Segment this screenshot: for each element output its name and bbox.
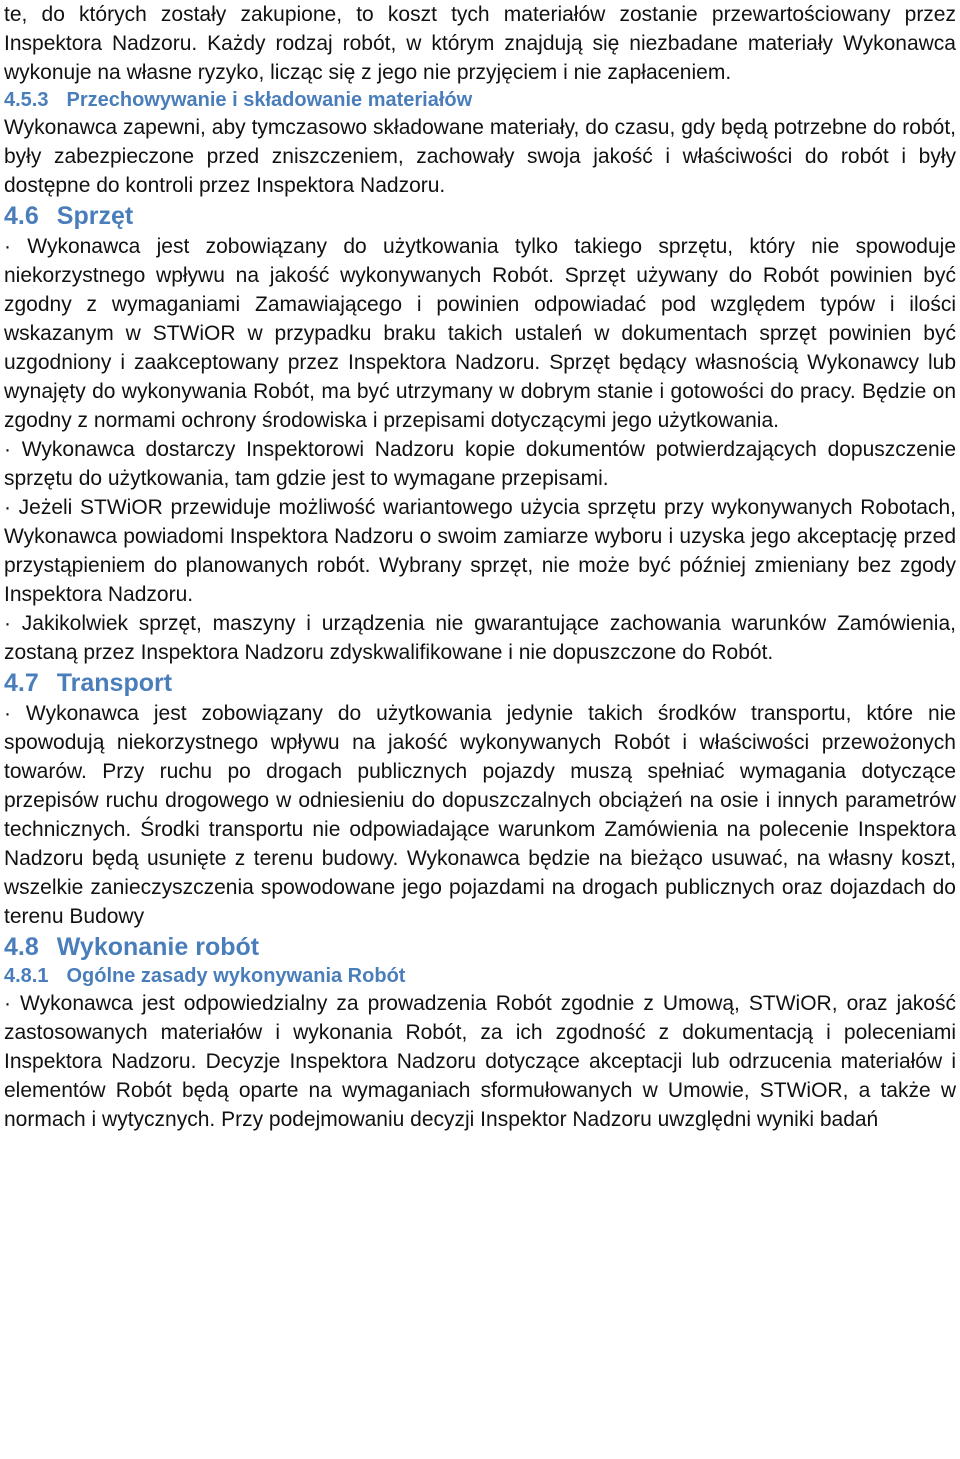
heading-title: Wykonanie robót (56, 933, 260, 961)
paragraph-equipment-3: · Jeżeli STWiOR przewiduje możliwość wariantowego użycia sprzętu przy wykonywanych Robotach, Wykonawca powiadomi Inspektora Nadzoru o swoim zamiarze wyboru i uzyska jego akceptację przed przystąpieniem do planowanych robót. Wybrany sprzęt, nie może być później zmieniany bez zgody Inspektora Nadzoru. (4, 496, 956, 606)
heading-number: 4.6 (4, 202, 39, 230)
paragraph-equipment-2: · Wykonawca dostarczy Inspektorowi Nadzoru kopie dokumentów potwierdzających dopuszczenie sprzętu do użytkowania, tam gdzie jest to wymagane przepisami. (4, 438, 956, 490)
heading-number: 4.8.1 (4, 965, 49, 987)
heading-4-7 (4, 667, 956, 699)
heading-4-6 (4, 200, 956, 232)
paragraph-equipment-4: · Jakikolwiek sprzęt, maszyny i urządzenia nie gwarantujące zachowania warunków Zamówienia, zostaną przez Inspektora Nadzoru zdyskwalifikowane i nie dopuszczone do Robót. (4, 612, 956, 664)
heading-4-8-1 (4, 963, 956, 989)
heading-title: Transport (56, 669, 173, 697)
paragraph-storage: Wykonawca zapewni, aby tymczasowo składowane materiały, do czasu, gdy będą potrzebne do robót, były zabezpieczone przed zniszczeniem, zachowały swoja jakość i właściwości do robót i były dostępne do kontroli przez Inspektora Nadzoru. (4, 116, 956, 197)
heading-number: 4.8 (4, 933, 39, 961)
heading-title: Ogólne zasady wykonywania Robót (66, 965, 406, 987)
heading-number: 4.7 (4, 669, 39, 697)
paragraph-equipment-1: · Wykonawca jest zobowiązany do użytkowania tylko takiego sprzętu, który nie spowoduje niekorzystnego wpływu na jakość wykonywanych Robót. Sprzęt używany do Robót powinien być zgodny z wymaganiami Zamawiającego i powinien odpowiadać pod względem typów i ilości wskazanym w STWiOR w przypadku braku takich ustaleń w dokumentach sprzęt powinien być uzgodniony i zaakceptowany przez Inspektora Nadzoru. Sprzęt będący własnością Wykonawcy lub wynajęty do wykonywania Robót, ma być utrzymany w dobrym stanie i gotowości do pracy. Będzie on zgodny z normami ochrony środowiska i przepisami dotyczącymi jego użytkowania. (4, 235, 956, 432)
heading-title: Sprzęt (56, 202, 134, 230)
paragraph-general-rules: · Wykonawca jest odpowiedzialny za prowadzenia Robót zgodnie z Umową, STWiOR, oraz jakość zastosowanych materiałów i wykonania Robót, za ich zgodność z dokumentacją i poleceniami Inspektora Nadzoru. Decyzje Inspektora Nadzoru dotyczące akceptacji lub odrzucenia materiałów i elementów Robót będą oparte na wymaganiach sformułowanych w Umowie, STWiOR, a także w normach i wytycznych. Przy podejmowaniu decyzji Inspektor Nadzoru uwzględni wyniki badań (4, 992, 956, 1131)
paragraph-transport: · Wykonawca jest zobowiązany do użytkowania jedynie takich środków transportu, które nie spowodują niekorzystnego wpływu na jakość wykonywanych Robót i właściwości przewożonych towarów. Przy ruchu po drogach publicznych pojazdy muszą spełniać wymagania dotyczące przepisów ruchu drogowego w odniesieniu do dopuszczalnych obciążeń na osie i innych parametrów technicznych. Środki transportu nie odpowiadające warunkom Zamówienia na polecenie Inspektora Nadzoru będą usunięte z terenu budowy. Wykonawca będzie na bieżąco usuwać, na własny koszt, wszelkie zanieczyszczenia spowodowane jego pojazdami na drogach publicznych oraz dojazdach do terenu Budowy (4, 702, 956, 928)
heading-4-8 (4, 931, 956, 963)
heading-number: 4.5.3 (4, 89, 49, 111)
paragraph-materials-revaluation: te, do których zostały zakupione, to koszt tych materiałów zostanie przewartościowany przez Inspektora Nadzoru. Każdy rodzaj robót, w którym znajdują się niezbadane materiały Wykonawca wykonuje na własne ryzyko, licząc się z jego nie przyjęciem i nie zapłaceniem. (4, 3, 956, 84)
heading-4-5-3 (4, 87, 956, 113)
heading-title: Przechowywanie i składowanie materiałów (66, 89, 473, 111)
